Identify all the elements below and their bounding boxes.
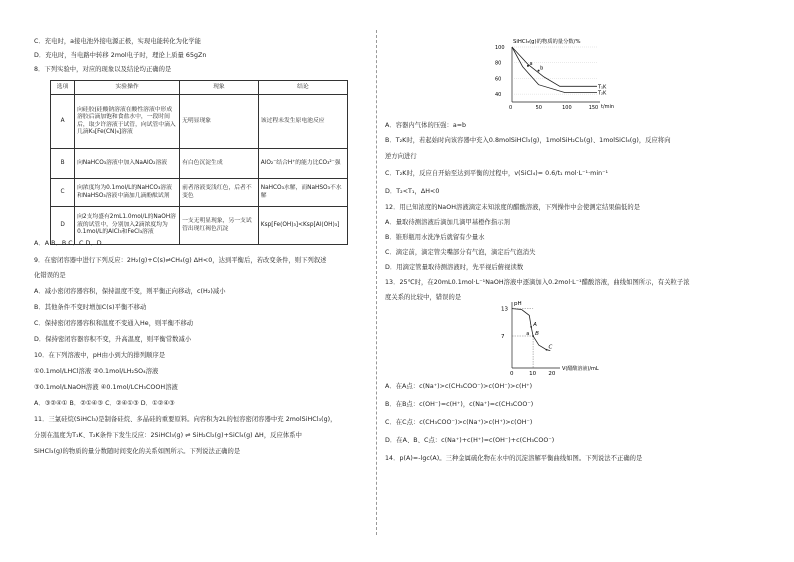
chart1-x-tick: 50 [535, 105, 542, 111]
chart1-series-label: T₁K [598, 84, 607, 91]
table-cell-operation: 向浓度均为0.1mol/L的NaHCO₃溶液和NaHSO₃溶液中滴加几滴酚酞试剂 [75, 179, 180, 207]
chart2-y-tick: 13 [501, 306, 508, 313]
chart1-y-tick: 100 [495, 45, 505, 51]
question-11-option-b: B．T₂K时，若起始时向该容器中充入0.8molSiHCl₃(g)，1molSiH₂Cl₂(g)、1molSiCl₄(g)，反应将向 [385, 137, 671, 144]
table-cell-operation: 向2支均盛有2mL1.0mol/L的NaOH溶液的试管中，分别加入2滴浓度均为0.1mol/L的AlCl₃和FeCl₃溶液 [75, 207, 180, 245]
table-cell-option: B [51, 149, 75, 179]
question-13-option-c: C．在C点：c(CH₃COO⁻)>c(Na⁺)>c(H⁺)>c(OH⁻) [385, 419, 533, 426]
experiment-table [50, 80, 348, 245]
chart1-y-tick: 60 [495, 76, 502, 83]
question-12-option-a: A．量取待测溶液后滴加几滴甲基橙作指示剂 [385, 219, 510, 226]
table-header-cell: 实验操作 [75, 81, 180, 95]
option-d-line: D．充电时，当电路中转移 2mol电子时，理论上质量 65gZn [34, 52, 207, 59]
question-13-option-b: B．在B点：c(OH⁻)=c(H⁺)，c(Na⁺)=c(CH₃COO⁻) [385, 401, 534, 408]
table-row [51, 179, 348, 207]
table-cell-conclusion: NaHCO₃水解，而NaHSO₃不水解 [258, 179, 347, 207]
chart1-x-tick: 150 [588, 105, 599, 111]
question-10-solutions-1: ①0.1mol/LHCl溶液 ②0.1mol/LH₂SO₄溶液 [34, 368, 159, 375]
chart2-x-label: V(醋酸溶液)/mL [562, 366, 599, 372]
question-11-option-d: D．T₂<T₁，ΔH<0 [385, 188, 440, 195]
question-9-option-d: D．保持密闭容器容积不变，升高温度，则平衡常数减小 [34, 336, 192, 343]
table-cell-phenomenon: 无明显现象 [180, 95, 259, 149]
chart2-point-label: C [548, 344, 553, 351]
chart2-y-tick: 7 [501, 334, 505, 340]
question-9-option-a: A．减小密闭容器容积，保持温度不变，则平衡正向移动，c(H₂)减小 [34, 288, 226, 295]
question-11-stem: 11．三氯硅烷(SiHCl₃)是制备硅烷、多晶硅的重要原料。向容积为2L的恒容密闭容器中充 2molSiHCl₃(g)， [34, 416, 337, 423]
table-cell-operation: 向硅胶(硅酸钠溶液在酸性溶液中形成溶胶后滴加饱和食盐水中，一段时间后，取少许溶液于试管，向试管中滴入几滴K₃[Fe(CN)₆]溶液 [75, 95, 180, 149]
question-11-option-a: A．容器内气体的压强：a=b [385, 122, 467, 129]
question-13-stem: 13．25℃时，在20mL0.1mol·L⁻¹NaOH溶液中逐滴加入0.2mol·L⁻¹醋酸溶液，曲线如图所示，有关粒子浓 [385, 279, 690, 286]
question-9-stem: 9．在密闭容器中进行下列反应：2H₂(g)+C(s)⇌CH₄(g) ΔH<0，达到平衡后，若改变条件，则下列叙述 [34, 257, 327, 264]
option-c-line: C．充电时，a接电池外接电源正极，实现电能转化为化学能 [34, 38, 202, 45]
chart2-point [546, 349, 548, 351]
table-header-cell: 现象 [180, 81, 259, 95]
chart1-series-label: T₂K [598, 90, 607, 97]
table-cell-option: C [51, 179, 75, 207]
chart1-x-tick: 100 [562, 105, 572, 111]
table-cell-option: D [51, 207, 75, 245]
chart2-point-label: A [533, 321, 537, 328]
chart2-y-label: pH [514, 301, 522, 307]
chart1-title: SiHCl₃(g)的物质的量分数/% [513, 39, 581, 45]
question-14-stem: 14．p(A)=-lgc(A)。三种金属硫化物在水中的沉淀溶解平衡曲线如图。下列说法不正确的是 [385, 455, 643, 462]
question-11-option-b-cont: 逆方向进行 [385, 153, 417, 160]
chart2-x-tick: 20 [548, 371, 556, 377]
question-10-stem: 10．在下列溶液中，pH由小到大的排列顺序是 [34, 352, 166, 359]
table-cell-conclusion: 该过程未发生原电池反应 [258, 95, 347, 149]
question-12-stem: 12．用已知浓度的NaOH溶液滴定未知浓度的醋酸溶液，下列操作中会使测定结果偏低的是 [385, 204, 641, 211]
table-header-cell: 选项 [51, 81, 75, 95]
table-cell-phenomenon: 前者溶液变浅红色，后者不变色 [180, 179, 259, 207]
question-10-choices: A．③②④① B．②①④③ C．②④①③ D．①②④③ [34, 400, 175, 407]
question-10-solutions-2: ③0.1mol/LNaOH溶液 ④0.1mol/LCH₃COOH溶液 [34, 384, 178, 391]
chart1-series-line [512, 47, 597, 86]
question-12-option-c: C．滴定前，滴定管尖嘴部分有气泡，滴定后气泡消失 [385, 249, 536, 256]
chart1-y-tick: 40 [495, 92, 502, 99]
sihcl3-fraction-chart [487, 35, 617, 113]
table-cell-operation: 向NaHCO₃溶液中加入NaAlO₂溶液 [75, 149, 180, 179]
table-row [51, 95, 348, 149]
titration-ph-chart [488, 296, 618, 380]
chart2-x-tick: 10 [529, 371, 537, 377]
table-cell-phenomenon: 一支无明显现象，另一支试管出现红褐色沉淀 [180, 207, 259, 245]
chart2-x-tick: 0 [510, 371, 514, 377]
chart1-x-label: t/min [601, 104, 615, 110]
table-header-row [51, 81, 348, 95]
question-11-option-c: C．T₂K时，反应自开始至达到平衡的过程中，v(SiCl₄)= 0.6/t₁ mol·L⁻¹·min⁻¹ [385, 170, 609, 177]
question-11-stem-end: SiHCl₃(g)的物质的量分数随时间变化的关系如图所示。下列说法正确的是 [34, 448, 241, 455]
question-12-option-d: D．用滴定管量取待测溶液时，先平视后俯视读数 [385, 264, 524, 271]
question-13-stem-cont: 度关系的比较中，错误的是 [385, 294, 462, 301]
question-13-option-d: D．在A、B、C点：c(Na⁺)+c(H⁺)=c(OH⁻)+c(CH₃COO⁻) [385, 437, 555, 444]
table-row [51, 149, 348, 179]
question-13-option-a: A．在A点：c(Na⁺)>c(CH₃COO⁻)>c(OH⁻)>c(H⁺) [385, 383, 533, 390]
chart1-series-line [512, 47, 597, 93]
column-divider [376, 30, 377, 535]
question-8-stem: 8．下列实验中，对应的现象以及结论均正确的是 [34, 66, 172, 73]
question-9-option-b: B．其他条件不变时增加C(s)平衡不移动 [34, 304, 147, 311]
table-cell-conclusion: Ksp[Fe(OH)₃]<Ksp[Al(OH)₃] [258, 207, 347, 245]
table-header-cell: 结论 [258, 81, 347, 95]
table-cell-phenomenon: 有白色沉淀生成 [180, 149, 259, 179]
question-8-choices: A．A B．B C．C D．D [34, 240, 102, 247]
table-cell-option: A [51, 95, 75, 149]
chart1-point-label: a [529, 60, 533, 67]
chart2-extra-label: a [526, 331, 530, 337]
question-11-stem-cont: 分别在温度为T₁K、T₂K条件下发生反应：2SiHCl₃(g) ⇌ SiH₂Cl₂(g)+SiCl₄(g) ΔH，反应体系中 [34, 432, 302, 439]
chart2-point-label: B [535, 331, 539, 337]
chart2-point [530, 326, 532, 328]
chart1-y-tick: 80 [495, 60, 502, 67]
table-row [51, 207, 348, 245]
chart1-x-tick: 0 [509, 105, 513, 111]
table-cell-conclusion: AlO₂⁻结合H⁺的能力比CO₃²⁻强 [258, 149, 347, 179]
question-12-option-b: B．锥形瓶用水洗净后就留有少量水 [385, 234, 485, 241]
question-9-option-c: C．保持密闭容器容积和温度不变通入He，则平衡不移动 [34, 320, 194, 327]
question-9-stem-cont: 化错误的是 [34, 272, 66, 279]
chart2-series-line [512, 309, 550, 351]
chart1-point-label: b [540, 65, 544, 72]
chart2-point [532, 335, 534, 337]
